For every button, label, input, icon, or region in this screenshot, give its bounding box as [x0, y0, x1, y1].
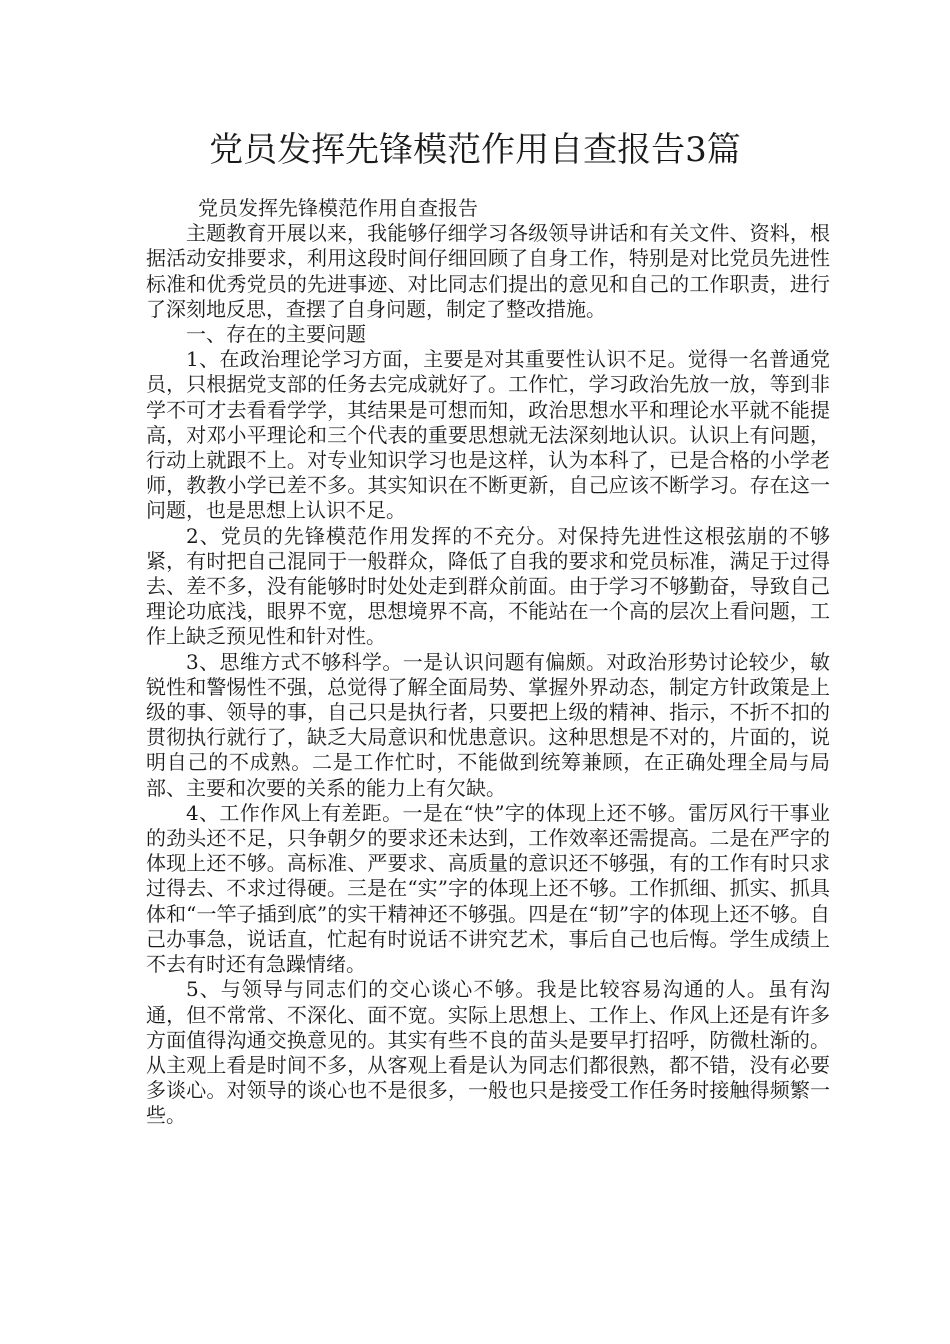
- body-paragraph: 4、工作作风上有差距。一是在“快”字的体现上还不够。雷厉风行干事业的劲头还不足，只争朝夕的要求还未达到，工作效率还需提高。二是在严字的体现上还不够。高标准、严要求、高质量的意识还不够强，有的工作有时只求过得去、不求过得硬。三是在“实”字的体现上还不够。工作抓细、抓实、抓具体和“一竿子插到底”的实干精神还不够强。四是在“韧”字的体现上还不够。自己办事急，说话直，忙起有时说话不讲究艺术，事后自己也后悔。学生成绩上不去有时还有急躁情绪。: [146, 800, 830, 977]
- document-body: [146, 196, 830, 1129]
- body-paragraph: 2、党员的先锋模范作用发挥的不充分。对保持先进性这根弦崩的不够紧，有时把自己混同于一般群众，降低了自我的要求和党员标准，满足于过得去、差不多，没有能够时时处处走到群众前面。由于学习不够勤奋，导致自己理论功底浅，眼界不宽，思想境界不高，不能站在一个高的层次上看问题，工作上缺乏预见性和针对性。: [146, 523, 830, 649]
- body-paragraph: 1、在政治理论学习方面，主要是对其重要性认识不足。觉得一名普通党员，只根据党支部的任务去完成就好了。工作忙，学习政治先放一放，等到非学不可才去看看学学，其结果是可想而知，政治思想水平和理论水平就不能提高，对邓小平理论和三个代表的重要思想就无法深刻地认识。认识上有问题，行动上就跟不上。对专业知识学习也是这样，认为本科了，已是合格的小学老师，教教小学已差不多。其实知识在不断更新，自己应该不断学习。存在这一问题，也是思想上认识不足。: [146, 347, 830, 523]
- section-heading: 一、存在的主要问题: [186, 322, 366, 347]
- report-subtitle: 党员发挥先锋模范作用自查报告: [198, 196, 478, 220]
- body-paragraph: 3、思维方式不够科学。一是认识问题有偏颇。对政治形势讨论较少，敏锐性和警惕性不强，总觉得了解全面局势、掌握外界动态，制定方针政策是上级的事、领导的事，自己只是执行者，只要把上级的精神、指示，不折不扣的贯彻执行就行了，缺乏大局意识和忧患意识。这种思想是不对的，片面的，说明自己的不成熟。二是工作忙时，不能做到统筹兼顾，在正确处理全局与局部、主要和次要的关系的能力上有欠缺。: [146, 649, 830, 800]
- intro-paragraph: 主题教育开展以来，我能够仔细学习各级领导讲话和有关文件、资料，根据活动安排要求，利用这段时间仔细回顾了自身工作，特别是对比党员先进性标准和优秀党员的先进事迹、对比同志们提出的意见和自己的工作职责，进行了深刻地反思，查摆了自身问题，制定了整改措施。: [146, 221, 830, 321]
- document-title: 党员发挥先锋模范作用自查报告3篇: [209, 130, 741, 170]
- body-paragraph: 5、与领导与同志们的交心谈心不够。我是比较容易沟通的人。虽有沟通，但不常常、不深化、面不宽。实际上思想上、工作上、作风上还是有许多方面值得沟通交换意见的。其实有些不良的苗头是要早打招呼，防微杜渐的。从主观上看是时间不多，从客观上看是认为同志们都很熟，都不错，没有必要多谈心。对领导的谈心也不是很多，一般也只是接受工作任务时接触得频繁一些。: [146, 977, 830, 1128]
